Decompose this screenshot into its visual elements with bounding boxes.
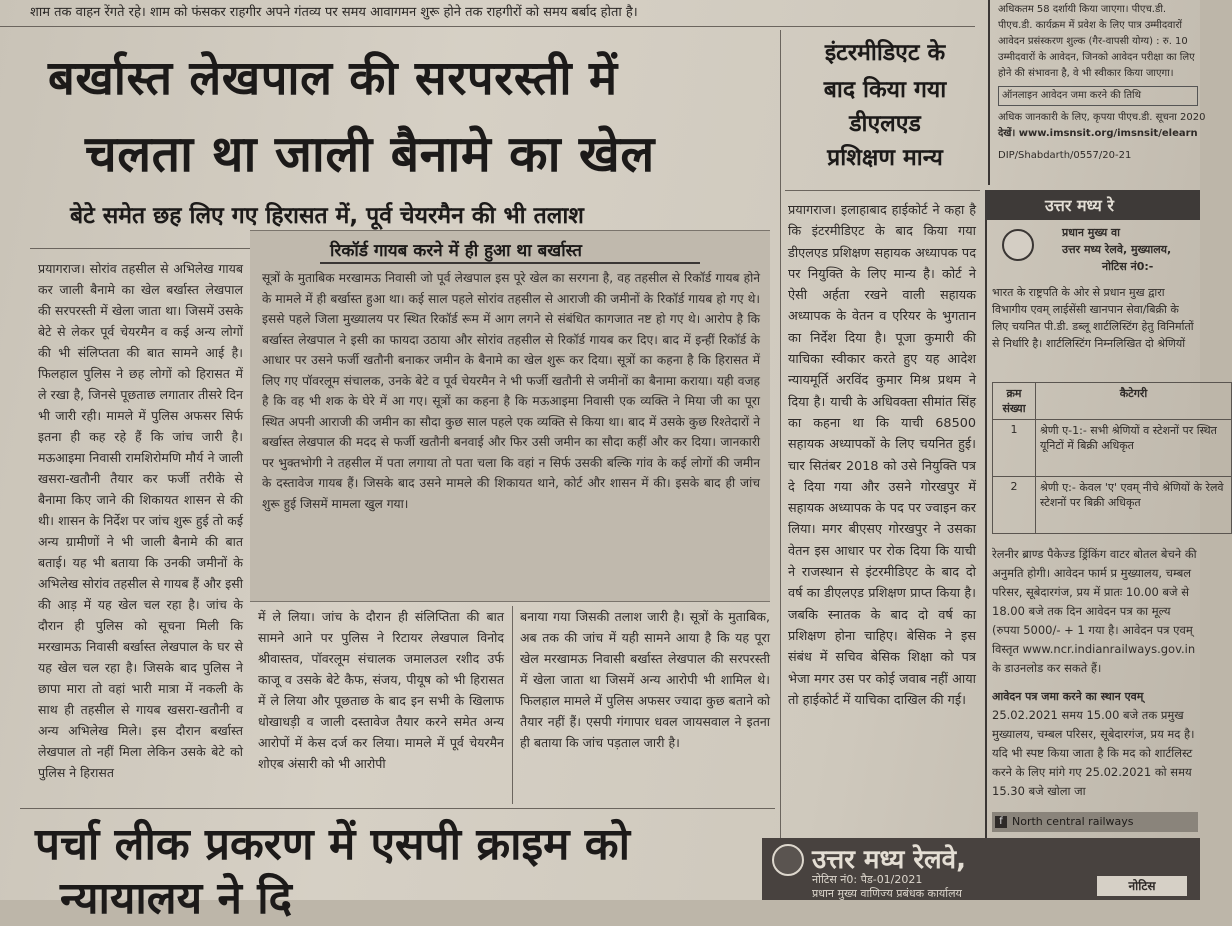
- facebook-icon: f: [995, 816, 1007, 828]
- second-story-headline-line2: बाद किया गया: [823, 77, 947, 103]
- railway-office-line1: प्रधान मुख्य वा: [1062, 226, 1120, 239]
- second-story-headline-line4: प्रशिक्षण मान्य: [827, 145, 943, 171]
- table-row: [993, 420, 1232, 477]
- ad-line: अधिकतम 58 दर्शायी किया जाएगा। पीएच.डी.: [998, 4, 1167, 15]
- footer-ad-notice: नोटिस नं0: पैड-01/2021: [812, 873, 923, 886]
- top-right-ad: [988, 0, 1206, 185]
- railway-logo-icon: [1002, 229, 1034, 261]
- main-headline-line1: बर्खास्त लेखपाल की सरपरस्ती में: [48, 51, 618, 106]
- railway-intro: भारत के राष्ट्रपति के ओर से प्रधान मुख द्वारा विभागीय एवम् लाईसेंसी खानपान सेवा/बिक्री के लिए चयनित पी.डी. डब्लू शार्टलिस्टिंग हेतु विनिर्मातों से निर्धारि है। शार्टलिस्टिंग निम्नलिखित दो श्रेणियों: [992, 286, 1194, 350]
- main-story-column-1: प्रयागराज। सोरांव तहसील से अभिलेख गायब कर जाली बैनामे का खेल बर्खास्त लेखपाल की सरपरस्ती में खेला जाता था। जिसमें उसके बेटे से लेकर पूर्व चेयरमैन व कई अन्य लोगों की भी संलिप्तता की बात सामने आई है। फिलहाल पुलिस ने छह लोगों को हिरासत में ले रखा है, जिनसे पूछताछ लगातार तीसरे दिन भी जारी रही। मामले में पुलिस अफसर सिर्फ इतना ही कह रहे हैं कि जांच जारी है। मऊआइमा निवासी रामशिरोमणि मौर्य ने जाली खसरा-खतौनी तैयार कर फर्जी तरीके से बैनामा किए जाने की शिकायत शासन से की थी। शासन के निर्देश पर जांच शुरू हुई तो कई अन्य ग्रामीणों ने भी जाली बैनामे की बात बताई। यह भी बताया कि उनकी जमीनों के अभिलेख सोरांव तहसील से गायब हैं और इसी की आड़ में यह खेल चल रहा है। जांच के दौरान ही पुलिस को सूचना मिली कि मरखामऊ निवासी बर्खास्त लेखपाल के घर से यह खेल चल रहा है। जिसके बाद पुलिस ने छापा मारा तो वहां भारी मात्रा में नकली के साथ ही तहसील से गायब खसरा-खतौनी व अन्य अभिलेख मिले। इस दौरान बर्खास्त लेखपाल तो नहीं मिला लेकिन उसके बेटे को पुलिस ने हिरासत: [38, 261, 243, 780]
- main-subheadline: बेटे समेत छह लिए गए हिरासत में, पूर्व चेयरमैन की भी तलाश: [70, 203, 584, 229]
- table-cell: श्रेणी ए-1:- सभी श्रेणियों व स्टेशनों पर स्थित यूनिटों में बिक्री अधिकृत: [1036, 420, 1232, 477]
- main-headline-line2: चलता था जाली बैनामे का खेल: [85, 125, 655, 183]
- footer-railway-ad: [762, 838, 1200, 900]
- footer-ad-badge: नोटिस: [1097, 876, 1187, 896]
- railway-table-wrap: [992, 382, 1224, 534]
- footer-ad-title: उत्तर मध्य रेलवे,: [812, 845, 966, 875]
- table-header: क्रम संख्या: [993, 383, 1036, 420]
- table-header: कैटेगरी: [1036, 383, 1232, 420]
- bottom-headline-line1: पर्चा लीक प्रकरण में एसपी क्राइम को: [35, 819, 630, 870]
- second-story-headline-line3: डीएलएड: [849, 111, 921, 137]
- sidebar-heading: रिकॉर्ड गायब करने में ही हुआ था बर्खास्त: [330, 241, 582, 261]
- second-story-rule: [785, 190, 980, 191]
- sidebar-text: सूत्रों के मुताबिक मरखामऊ निवासी जो पूर्व लेखपाल इस पूरे खेल का सरगना है, वह तहसील से रिकॉर्ड गायब होने के मामले में ही बर्खास्त हुआ था। कई साल पहले सोरांव तहसील से आराजी की जमीनों के रिकॉर्ड गायब हो गए थे। इससे पहले जिला मुख्यालय पर स्थित रिकॉर्ड रूम में आग लगने से संबंधित कागजात नष्ट हो गए थे। आरोप है कि बर्खास्त लेखपाल ने इसी का फायदा उठाया और सोरांव तहसील से रिकॉर्ड गायब कर दिए। बाद में इन्हीं रिकॉर्ड के आधार पर उसने फर्जी खतौनी बनाकर जमीन के बैनामे का खेल शुरू कर दिया। सूत्रों का कहना है कि हिरासत में लिए गए पॉवरलूम संचालक, उनके बेटे व पूर्व चेयरमैन ने भी फर्जी खतौनी से जमीनों का बैनामा कराया। यही वजह है कि वह भी शक के घेरे में आ गए। सूत्रों का कहना है कि मऊआइमा निवासी एक व्यक्ति ने मिया जी का पूरा स्थित अपनी आराजी की जमीन का सौदा कुछ साल पहले एक व्यक्ति से किया था। बाद में उसके कुछ रिश्तेदारों ने बर्खास्त लेखपाल की मदद से फर्जी खतौनी बनवाई और फिर उसी जमीन का सौदा कहीं और कर दिया। जानकारी पर भुक्तभोगी ने तहसील में पता लगाया तो पता चला कि वहां न सिर्फ उसकी बल्कि गांव के कई लोगों की जमीन के दस्तावेज गायब हैं। जिसके बाद उसने मामले की शिकायत थाने, कोर्ट और शासन में की। इसके बाद ही जांच शुरू हुई जिसमें मामला खुल गया।: [262, 271, 760, 511]
- railway-category-table: [992, 382, 1232, 534]
- footer-railway-logo-icon: [772, 844, 804, 876]
- railway-social-bar: [992, 812, 1198, 832]
- railway-office-line2: उत्तर मध्य रेलवे, मुख्यालय,: [1062, 243, 1172, 256]
- main-story-column-3: बनाया गया जिसकी तलाश जारी है। सूत्रों के मुताबिक, अब तक की जांच में यही सामने आया है कि यह पूरा खेल मरखामऊ निवासी बर्खास्त लेखपाल की सरपरस्ती में खेला जाता था जिसमें अन्य आरोपी भी शामिल थे। फिलहाल मामले में पुलिस अफसर ज्यादा कुछ बताने को तैयार नहीं हैं। एसपी गंगापार धवल जायसवाल ने इतना ही बताया कि जांच पड़ताल जारी है।: [520, 609, 770, 750]
- ad-line: उम्मीदवारों के आवेदन, जिनको आवेदन परीक्षा का लिए: [998, 52, 1195, 63]
- railway-notice: नोटिस नं0:-: [1102, 260, 1154, 273]
- ad-line: पीएच.डी. कार्यक्रम में प्रवेश के लिए पात्र उम्मीदवारों: [998, 20, 1183, 31]
- ad-line: देखें। www.imsnsit.org/imsnsit/elearn: [998, 128, 1198, 139]
- top-strip-text: शाम तक वाहन रेंगते रहे। शाम को फंसकर राहगीर अपने गंतव्य पर समय आवागमन शुरू होने तक राहगीरों को समय बर्बाद होता है।: [30, 5, 638, 20]
- social-label: North central railways: [1012, 815, 1134, 828]
- ad-line: ऑनलाइन आवेदन जमा करने की तिथि: [998, 86, 1198, 106]
- bottom-headline-line2: न्यायालय ने दि: [60, 873, 292, 924]
- railway-body: रेलनीर ब्राण्ड पैकेज्ड ड्रिंकिंग वाटर बोतल बेचने की अनुमति होगी। आवेदन फार्म प्र मुख्यालय, चम्बल परिसर, सूबेदारगंज, प्रय में प्रातः 10.00 बजे से 18.00 बजे तक दिन आवेदन पत्र का मूल्य (रुपया 5000/- + 1 गया है। आवेदन पत्र एवम् विस्तृत www.ncr.indianrailways.gov.in के डाउनलोड कर सकते हैं।: [992, 547, 1197, 675]
- railway-deadline-heading: आवेदन पत्र जमा करने का स्थान एवम्: [992, 690, 1144, 703]
- sidebar-heading-rule: [320, 262, 700, 264]
- top-rule: [0, 26, 975, 27]
- table-cell: 1: [993, 420, 1036, 477]
- ad-code: DIP/Shabdarth/0557/20-21: [998, 150, 1132, 161]
- second-story-headline-line1: इंटरमीडिएट के: [824, 40, 946, 66]
- railway-deadline-text: 25.02.2021 समय 15.00 बजे तक प्रमुख मुख्यालय, चम्बल परिसर, सूबेदारगंज, प्रय मद है। यदि भी स्पष्ट किया जाता है कि मद को शार्टलिस्ट करने के लिए मांगे गए 25.02.2021 को समय 15.30 बजे खोला जा: [992, 708, 1195, 798]
- ad-line: अधिक जानकारी के लिए, कृपया पीएच.डी. सूचना 2020: [998, 112, 1206, 123]
- ad-line: होने की संभावना है, वे भी स्वीकार किया जाएगा।: [998, 68, 1174, 79]
- table-cell: श्रेणी ए:- केवल 'ए' एवम् नीचे श्रेणियों के रेलवे स्टेशनों पर बिक्री अधिकृत: [1036, 477, 1232, 534]
- ad-line: आवेदन प्रसंस्करण शुल्क (गैर-वापसी योग्य) : रु. 10: [998, 36, 1188, 47]
- railway-ad-header: उत्तर मध्य रे: [985, 190, 1200, 220]
- second-story-text: प्रयागराज। इलाहाबाद हाईकोर्ट ने कहा है कि इंटरमीडिएट के बाद किया गया डीएलएड प्रशिक्षण सहायक अध्यापक पद पर नियुक्ति के लिए मान्य है। कोर्ट ने ऐसी अर्हता रखने वाली सहायक अध्यापक के वेतन व एरियर के भुगतान का निर्देश दिया है। पूजा कुमारी की याचिका स्वीकार करते हुए यह आदेश न्यायमूर्ति अरविंद कुमार मिश्र प्रथम ने दिया है। याची के अधिवक्ता सीमांत सिंह का कहना था कि याची 68500 सहायक अध्यापकों के लिए चयनित हुई। चार सितंबर 2018 को उसे नियुक्ति पत्र दे दिया गया और उसने गोरखपुर में सहायक अध्यापक के पद पर ज्वाइन कर लिया। मगर बीएसए गोरखपुर ने उसका वेतन इस आधार पर रोक दिया कि याची ने राजस्थान से इंटरमीडिएट के बाद दो वर्ष का डीएलएड प्रशिक्षण प्राप्त किया है। जबकि स्नातक के बाद दो वर्ष का प्रशिक्षण होना चाहिए। बेसिक ने इस संबंध में सचिव बेसिक शिक्षा को पत्र भेजा मगर उस पर कोई जवाब नहीं आया तो हाईकोर्ट में याचिका दाखिल की गई।: [788, 203, 976, 708]
- bottom-story-rule: [20, 808, 775, 809]
- main-story-column-2: में ले लिया। जांच के दौरान ही संलिप्तिता की बात सामने आने पर पुलिस ने रिटायर लेखपाल विनोद श्रीवास्तव, पॉवरलूम संचालक जमालउल रशीद उर्फ काजू व उसके बेटे कैफ, संजय, पीयूष को भी हिरासत में ले लिया और पूछताछ के बाद इन सभी के खिलाफ धोखाधड़ी व जाली दस्तावेज तैयार करने समेत अन्य आरोपों में केस दर्ज कर लिया। मामले में पूर्व चेयरमैन शोएब अंसारी को भी आरोपी: [258, 609, 504, 771]
- inner-column-rule: [512, 606, 513, 804]
- footer-ad-office: प्रधान मुख्य वाणिज्य प्रबंधक कार्यालय: [812, 887, 962, 900]
- table-row: [993, 477, 1232, 534]
- column-divider: [780, 30, 781, 840]
- table-cell: 2: [993, 477, 1036, 534]
